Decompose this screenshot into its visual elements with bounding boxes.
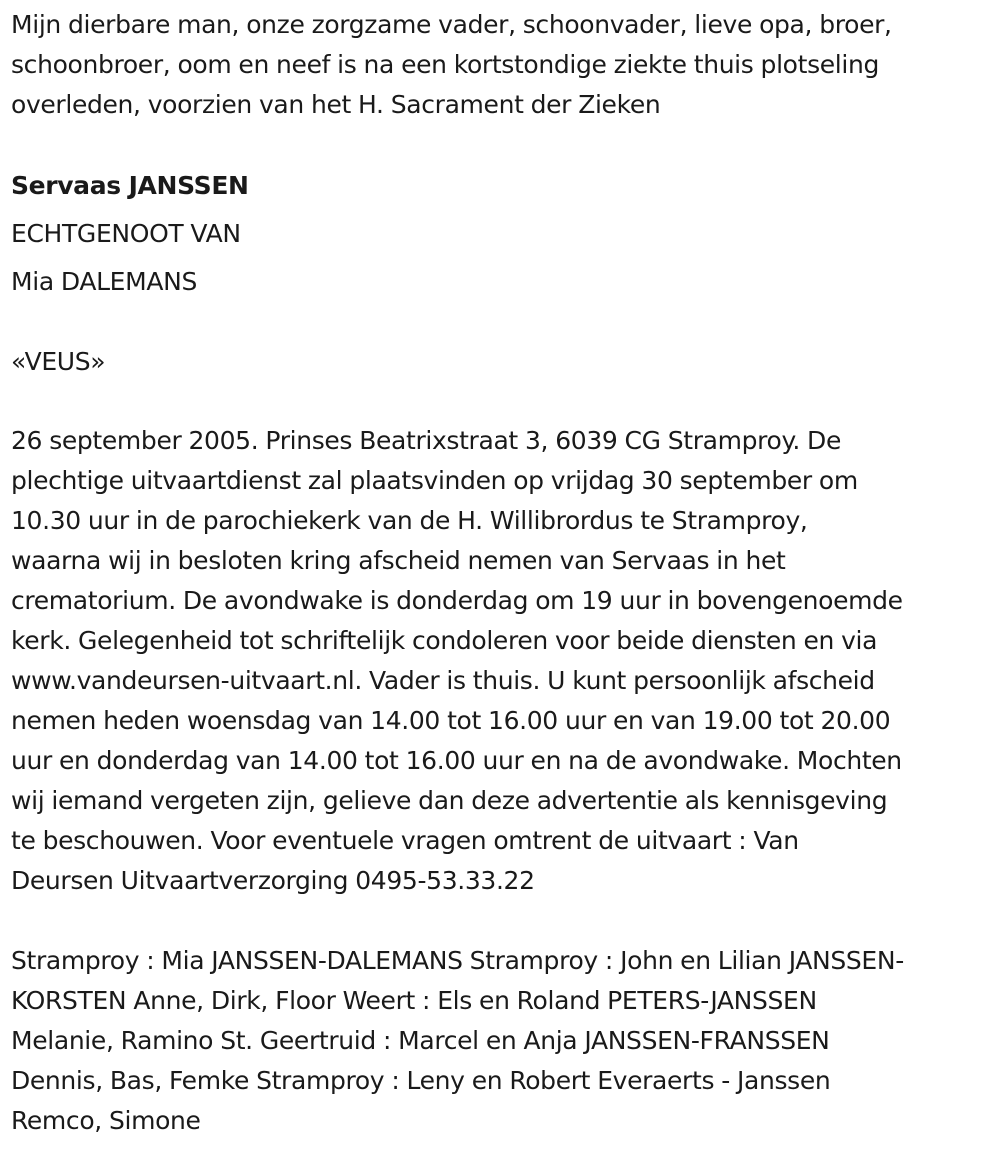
- details-line: wij iemand vergeten zijn, gelieve dan deze advertentie als kennisgeving: [11, 786, 888, 815]
- details-line: 10.30 uur in de parochiekerk van de H. Willibrordus te Stramproy,: [11, 506, 808, 535]
- details-line: uur en donderdag van 14.00 tot 16.00 uur en na de avondwake. Mochten: [11, 746, 902, 775]
- details-line: te beschouwen. Voor eventuele vragen omtrent de uitvaart : Van: [11, 826, 799, 855]
- intro-paragraph: [11, 5, 991, 125]
- spouse-label: ECHTGENOOT VAN: [11, 219, 241, 248]
- details-line: waarna wij in besloten kring afscheid nemen van Servaas in het: [11, 546, 786, 575]
- details-line: kerk. Gelegenheid tot schriftelijk condoleren voor beide diensten en via: [11, 626, 878, 655]
- intro-line: schoonbroer, oom en neef is na een kortstondige ziekte thuis plotseling: [11, 50, 879, 79]
- family-line: Dennis, Bas, Femke Stramproy : Leny en Robert Everaerts - Janssen: [11, 1066, 831, 1095]
- intro-line: Mijn dierbare man, onze zorgzame vader, schoonvader, lieve opa, broer,: [11, 10, 892, 39]
- family-line: KORSTEN Anne, Dirk, Floor Weert : Els en Roland PETERS-JANSSEN: [11, 986, 817, 1015]
- spouse-name: Mia DALEMANS: [11, 267, 197, 296]
- nickname: «VEUS»: [11, 347, 106, 376]
- details-paragraph: [11, 421, 991, 901]
- family-line: Melanie, Ramino St. Geertruid : Marcel en Anja JANSSEN-FRANSSEN: [11, 1026, 830, 1055]
- deceased-name: Servaas JANSSEN: [11, 171, 249, 200]
- family-paragraph: [11, 941, 991, 1141]
- details-line: 26 september 2005. Prinses Beatrixstraat 3, 6039 CG Stramproy. De: [11, 426, 841, 455]
- family-line: Stramproy : Mia JANSSEN-DALEMANS Stramproy : John en Lilian JANSSEN-: [11, 946, 904, 975]
- details-line: nemen heden woensdag van 14.00 tot 16.00 uur en van 19.00 tot 20.00: [11, 706, 891, 735]
- family-line: Remco, Simone: [11, 1106, 201, 1135]
- details-line: Deursen Uitvaartverzorging 0495-53.33.22: [11, 866, 535, 895]
- details-line: crematorium. De avondwake is donderdag om 19 uur in bovengenoemde: [11, 586, 903, 615]
- intro-line: overleden, voorzien van het H. Sacrament der Zieken: [11, 90, 661, 119]
- details-line: plechtige uitvaartdienst zal plaatsvinden op vrijdag 30 september om: [11, 466, 858, 495]
- details-line: www.vandeursen-uitvaart.nl. Vader is thuis. U kunt persoonlijk afscheid: [11, 666, 875, 695]
